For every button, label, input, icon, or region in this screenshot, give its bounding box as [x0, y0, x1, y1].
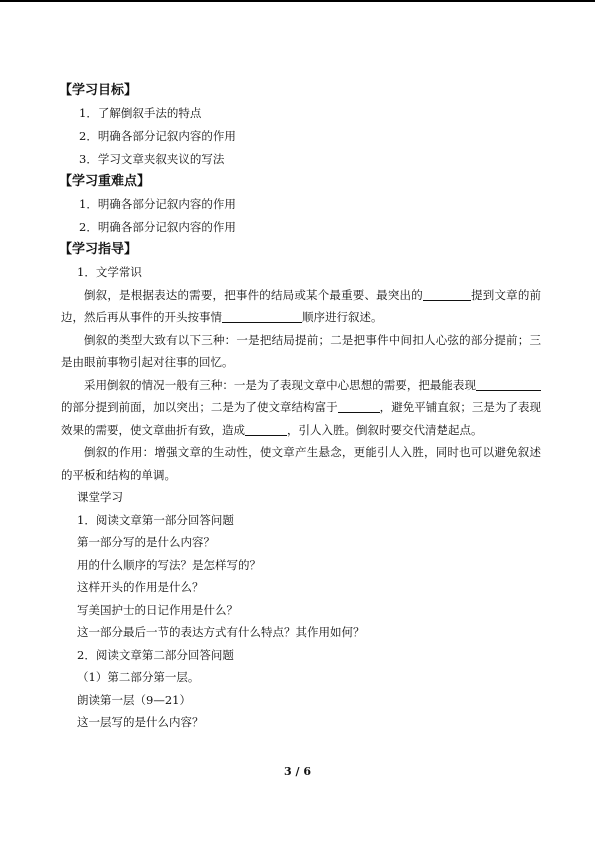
paragraph-cases	[61, 374, 541, 442]
question-2-item: 这一层写的是什么内容？	[77, 715, 204, 729]
goal-item-3: 3．学习文章夹叙夹议的写法	[79, 152, 225, 166]
paragraph-text: ，避免平铺直叙；三是为了表现效果的需要，使文章曲折有致，造成	[61, 400, 542, 437]
question-1-item: 第一部分写的是什么内容？	[77, 535, 215, 549]
paragraph-text: 采用倒叙的情况一般有三种：一是为了表现文章中心思想的需要，把最能表现	[84, 377, 476, 392]
paragraph-effect: 倒叙的作用：增强文章的生动性，使文章产生悬念，更能引人入胜，同时也可以避免叙述的平板和结构的单调。	[61, 445, 541, 482]
page-content	[61, 80, 541, 734]
top-rule	[0, 0, 595, 2]
question-2-title: 2．阅读文章第二部分回答问题	[77, 647, 234, 662]
question-1-item: 写美国护士的日记作用是什么？	[77, 602, 238, 617]
subheading-literary-knowledge: 1．文学常识	[77, 265, 142, 279]
goal-item-2: 2．明确各部分记叙内容的作用	[79, 129, 236, 143]
question-2-subsection: （1）第二部分第一层。	[77, 670, 200, 684]
class-study-label: 课堂学习	[77, 490, 123, 504]
paragraph-types: 倒叙的类型大致有以下三种：一是把结局提前；二是把事件中间扣人心弦的部分提前；三是由眼前事物引起对往事的回忆。	[61, 332, 541, 369]
heading-goals: 【学习目标】	[59, 83, 138, 98]
fill-blank[interactable]	[423, 288, 471, 301]
fill-blank[interactable]	[222, 310, 302, 323]
question-1-item: 这样开头的作用是什么？	[77, 580, 204, 594]
paragraph-definition	[61, 284, 541, 329]
paragraph-text: ，引人入胜。倒叙时要交代清楚起点。	[287, 422, 483, 437]
fill-blank[interactable]	[476, 378, 541, 391]
page-number: 3 / 6	[284, 765, 311, 778]
fill-blank[interactable]	[245, 423, 287, 436]
fill-blank[interactable]	[338, 400, 380, 413]
question-1-item: 用的什么顺序的写法？是怎样写的？	[77, 557, 261, 572]
key-point-item-2: 2．明确各部分记叙内容的作用	[79, 220, 236, 234]
paragraph-text: 倒叙，是根据表达的需要，把事件的结局或某个最重要、最突出的	[84, 287, 423, 302]
paragraph-text: 顺序进行叙述。	[302, 310, 383, 324]
goal-item-1: 1．了解倒叙手法的特点	[79, 106, 202, 120]
heading-key-points: 【学习重难点】	[59, 174, 151, 189]
question-1-title: 1．阅读文章第一部分回答问题	[77, 512, 234, 527]
heading-guide: 【学习指导】	[59, 242, 138, 257]
question-2-item: 朗读第一层（9—21）	[77, 692, 191, 707]
paragraph-text: 提到文章的前边，然后再从事件的开头按事情	[61, 287, 542, 324]
question-1-item: 这一部分最后一节的表达方式有什么特点？其作用如何？	[77, 625, 365, 639]
key-point-item-1: 1．明确各部分记叙内容的作用	[79, 197, 236, 211]
paragraph-text: 的部分提到前面，加以突出；二是为了使文章结构富于	[61, 400, 338, 414]
